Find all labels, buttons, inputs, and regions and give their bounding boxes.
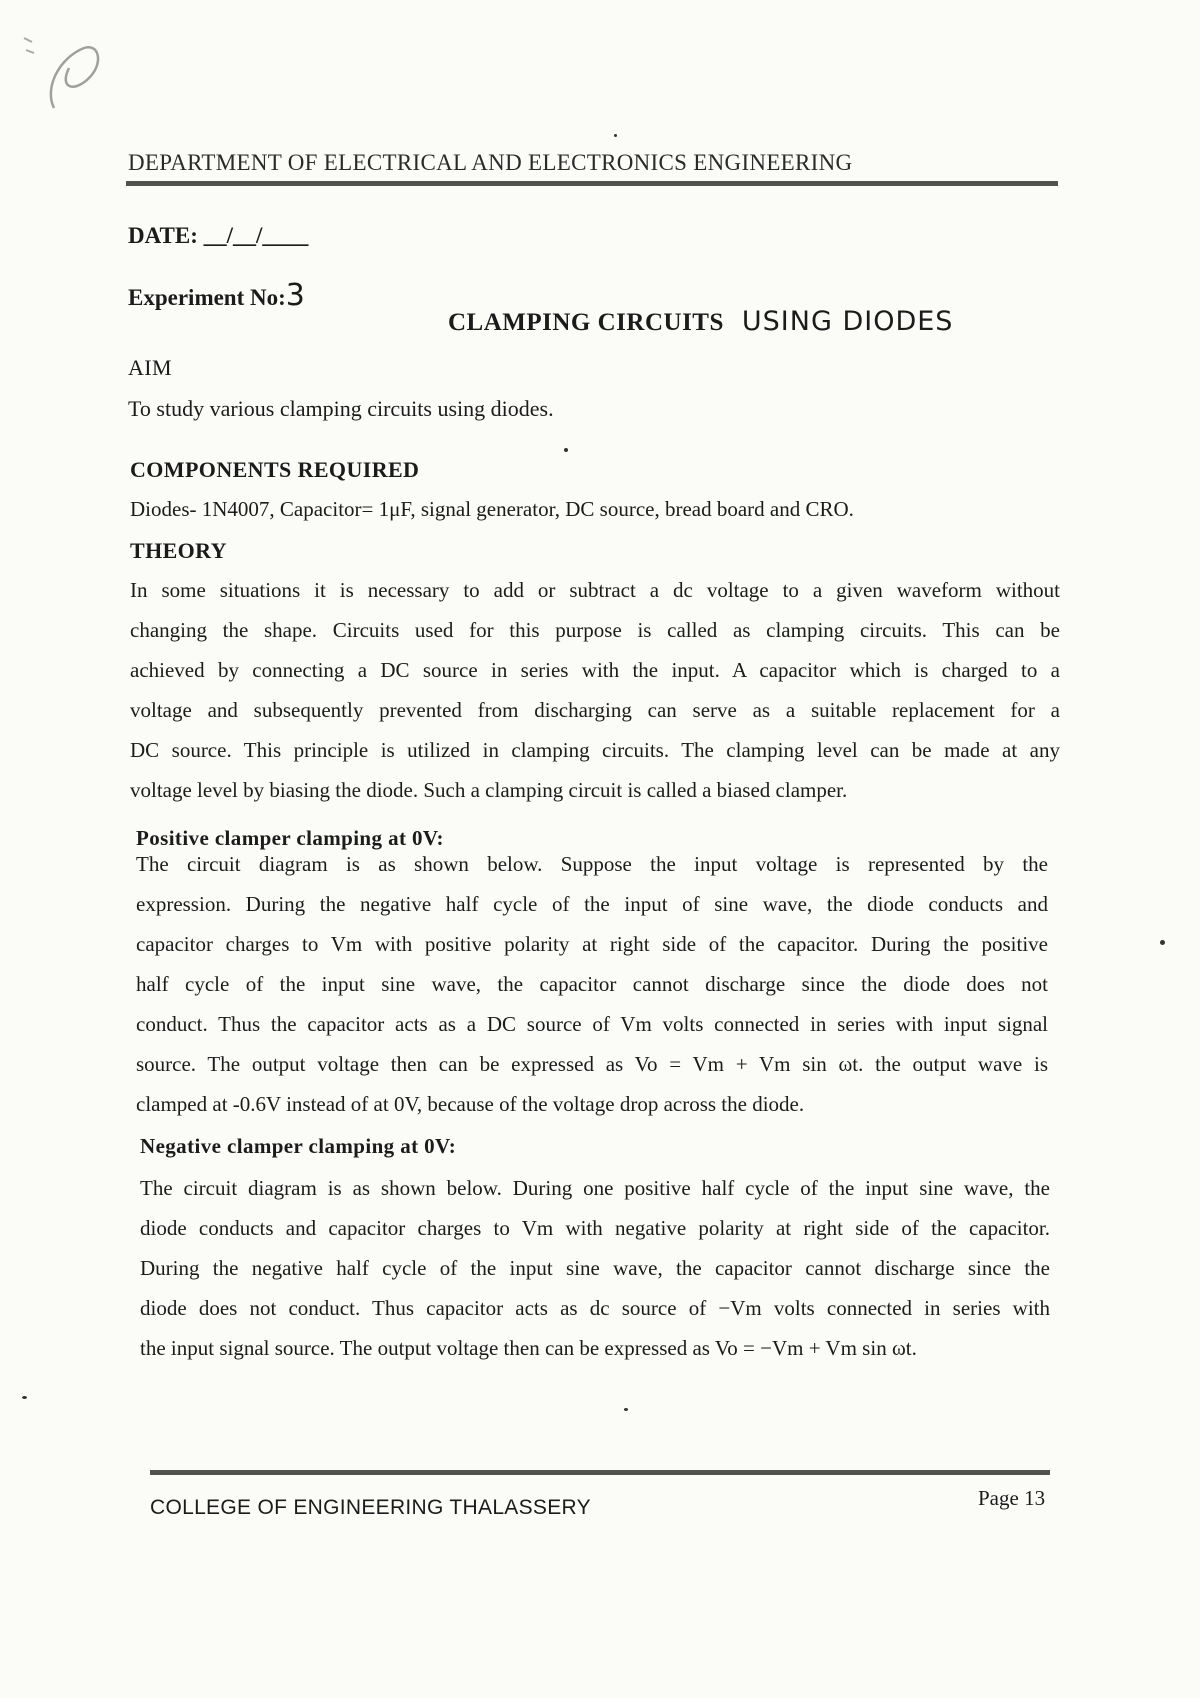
title-printed: CLAMPING CIRCUITS: [448, 309, 724, 336]
title-handwritten: USING DIODES: [741, 306, 954, 337]
footer-college: COLLEGE OF ENGINEERING THALASSERY: [150, 1496, 591, 1519]
positive-clamper-line: capacitor charges to Vm with positive polarity at right side of the capacitor. During the positive: [136, 932, 1048, 956]
scan-speck: [1160, 940, 1165, 945]
scan-speck: [614, 134, 617, 137]
positive-clamper-line: clamped at -0.6V instead of at 0V, because of the voltage drop across the diode.: [136, 1092, 805, 1116]
positive-clamper-line: The circuit diagram is as shown below. Suppose the input voltage is represented by the: [136, 852, 1048, 876]
negative-clamper-heading: Negative clamper clamping at 0V:: [140, 1134, 457, 1158]
theory-heading: THEORY: [130, 538, 227, 563]
experiment-number: 3: [285, 278, 305, 313]
positive-clamper-heading: Positive clamper clamping at 0V:: [136, 826, 444, 850]
theory-line: In some situations it is necessary to add or subtract a dc voltage to a given waveform without: [130, 578, 1060, 602]
scribble-mark: [14, 18, 124, 128]
positive-clamper-line: expression. During the negative half cycle of the input of sine wave, the diode conducts and: [136, 892, 1048, 916]
positive-clamper-paragraph: [136, 844, 1048, 1124]
theory-paragraph: [130, 570, 1060, 810]
scan-speck: [564, 448, 568, 452]
date-label: DATE:: [128, 223, 198, 248]
positive-clamper-line: conduct. Thus the capacitor acts as a DC source of Vm volts connected in series with input signal: [136, 1012, 1048, 1036]
negative-clamper-line: During the negative half cycle of the input sine wave, the capacitor cannot discharge since the: [140, 1256, 1050, 1280]
date-line: [128, 223, 308, 249]
positive-clamper-line: half cycle of the input sine wave, the capacitor cannot discharge since the diode does not: [136, 972, 1048, 996]
theory-line: voltage level by biasing the diode. Such a clamping circuit is called a biased clamper.: [130, 778, 848, 802]
theory-line: DC source. This principle is utilized in clamping circuits. The clamping level can be made at any: [130, 738, 1060, 762]
positive-clamper-line: source. The output voltage then can be expressed as Vo = Vm + Vm sin ωt. the output wave is: [136, 1052, 1048, 1076]
aim-heading: AIM: [128, 355, 172, 380]
department-header: DEPARTMENT OF ELECTRICAL AND ELECTRONICS ENGINEERING: [128, 150, 853, 175]
aim-text: To study various clamping circuits using diodes.: [128, 396, 554, 421]
theory-line: voltage and subsequently prevented from discharging can serve as a suitable replacement for a: [130, 698, 1060, 722]
scan-speck: [624, 1408, 628, 1411]
page-number: Page 13: [978, 1486, 1046, 1510]
footer-rule: [150, 1470, 1050, 1475]
header-rule: [126, 181, 1058, 186]
negative-clamper-line: the input signal source. The output voltage then can be expressed as Vo = −Vm + Vm sin ωt.: [140, 1336, 917, 1360]
components-text: Diodes- 1N4007, Capacitor= 1μF, signal generator, DC source, bread board and CRO.: [130, 497, 854, 521]
date-blank: __/__/____: [203, 223, 309, 248]
page-title: [448, 306, 953, 337]
negative-clamper-paragraph: [140, 1168, 1050, 1368]
theory-line: changing the shape. Circuits used for this purpose is called as clamping circuits. This can be: [130, 618, 1060, 642]
experiment-label: Experiment No:: [128, 285, 286, 310]
components-heading: COMPONENTS REQUIRED: [130, 457, 420, 482]
scan-speck: [22, 1396, 27, 1399]
negative-clamper-line: diode conducts and capacitor charges to Vm with negative polarity at right side of the capacitor.: [140, 1216, 1050, 1240]
theory-line: achieved by connecting a DC source in series with the input. A capacitor which is charged to a: [130, 658, 1060, 682]
experiment-line: [128, 278, 305, 313]
negative-clamper-line: The circuit diagram is as shown below. During one positive half cycle of the input sine wave, the: [140, 1176, 1050, 1200]
negative-clamper-line: diode does not conduct. Thus capacitor acts as dc source of −Vm volts connected in series with: [140, 1296, 1050, 1320]
